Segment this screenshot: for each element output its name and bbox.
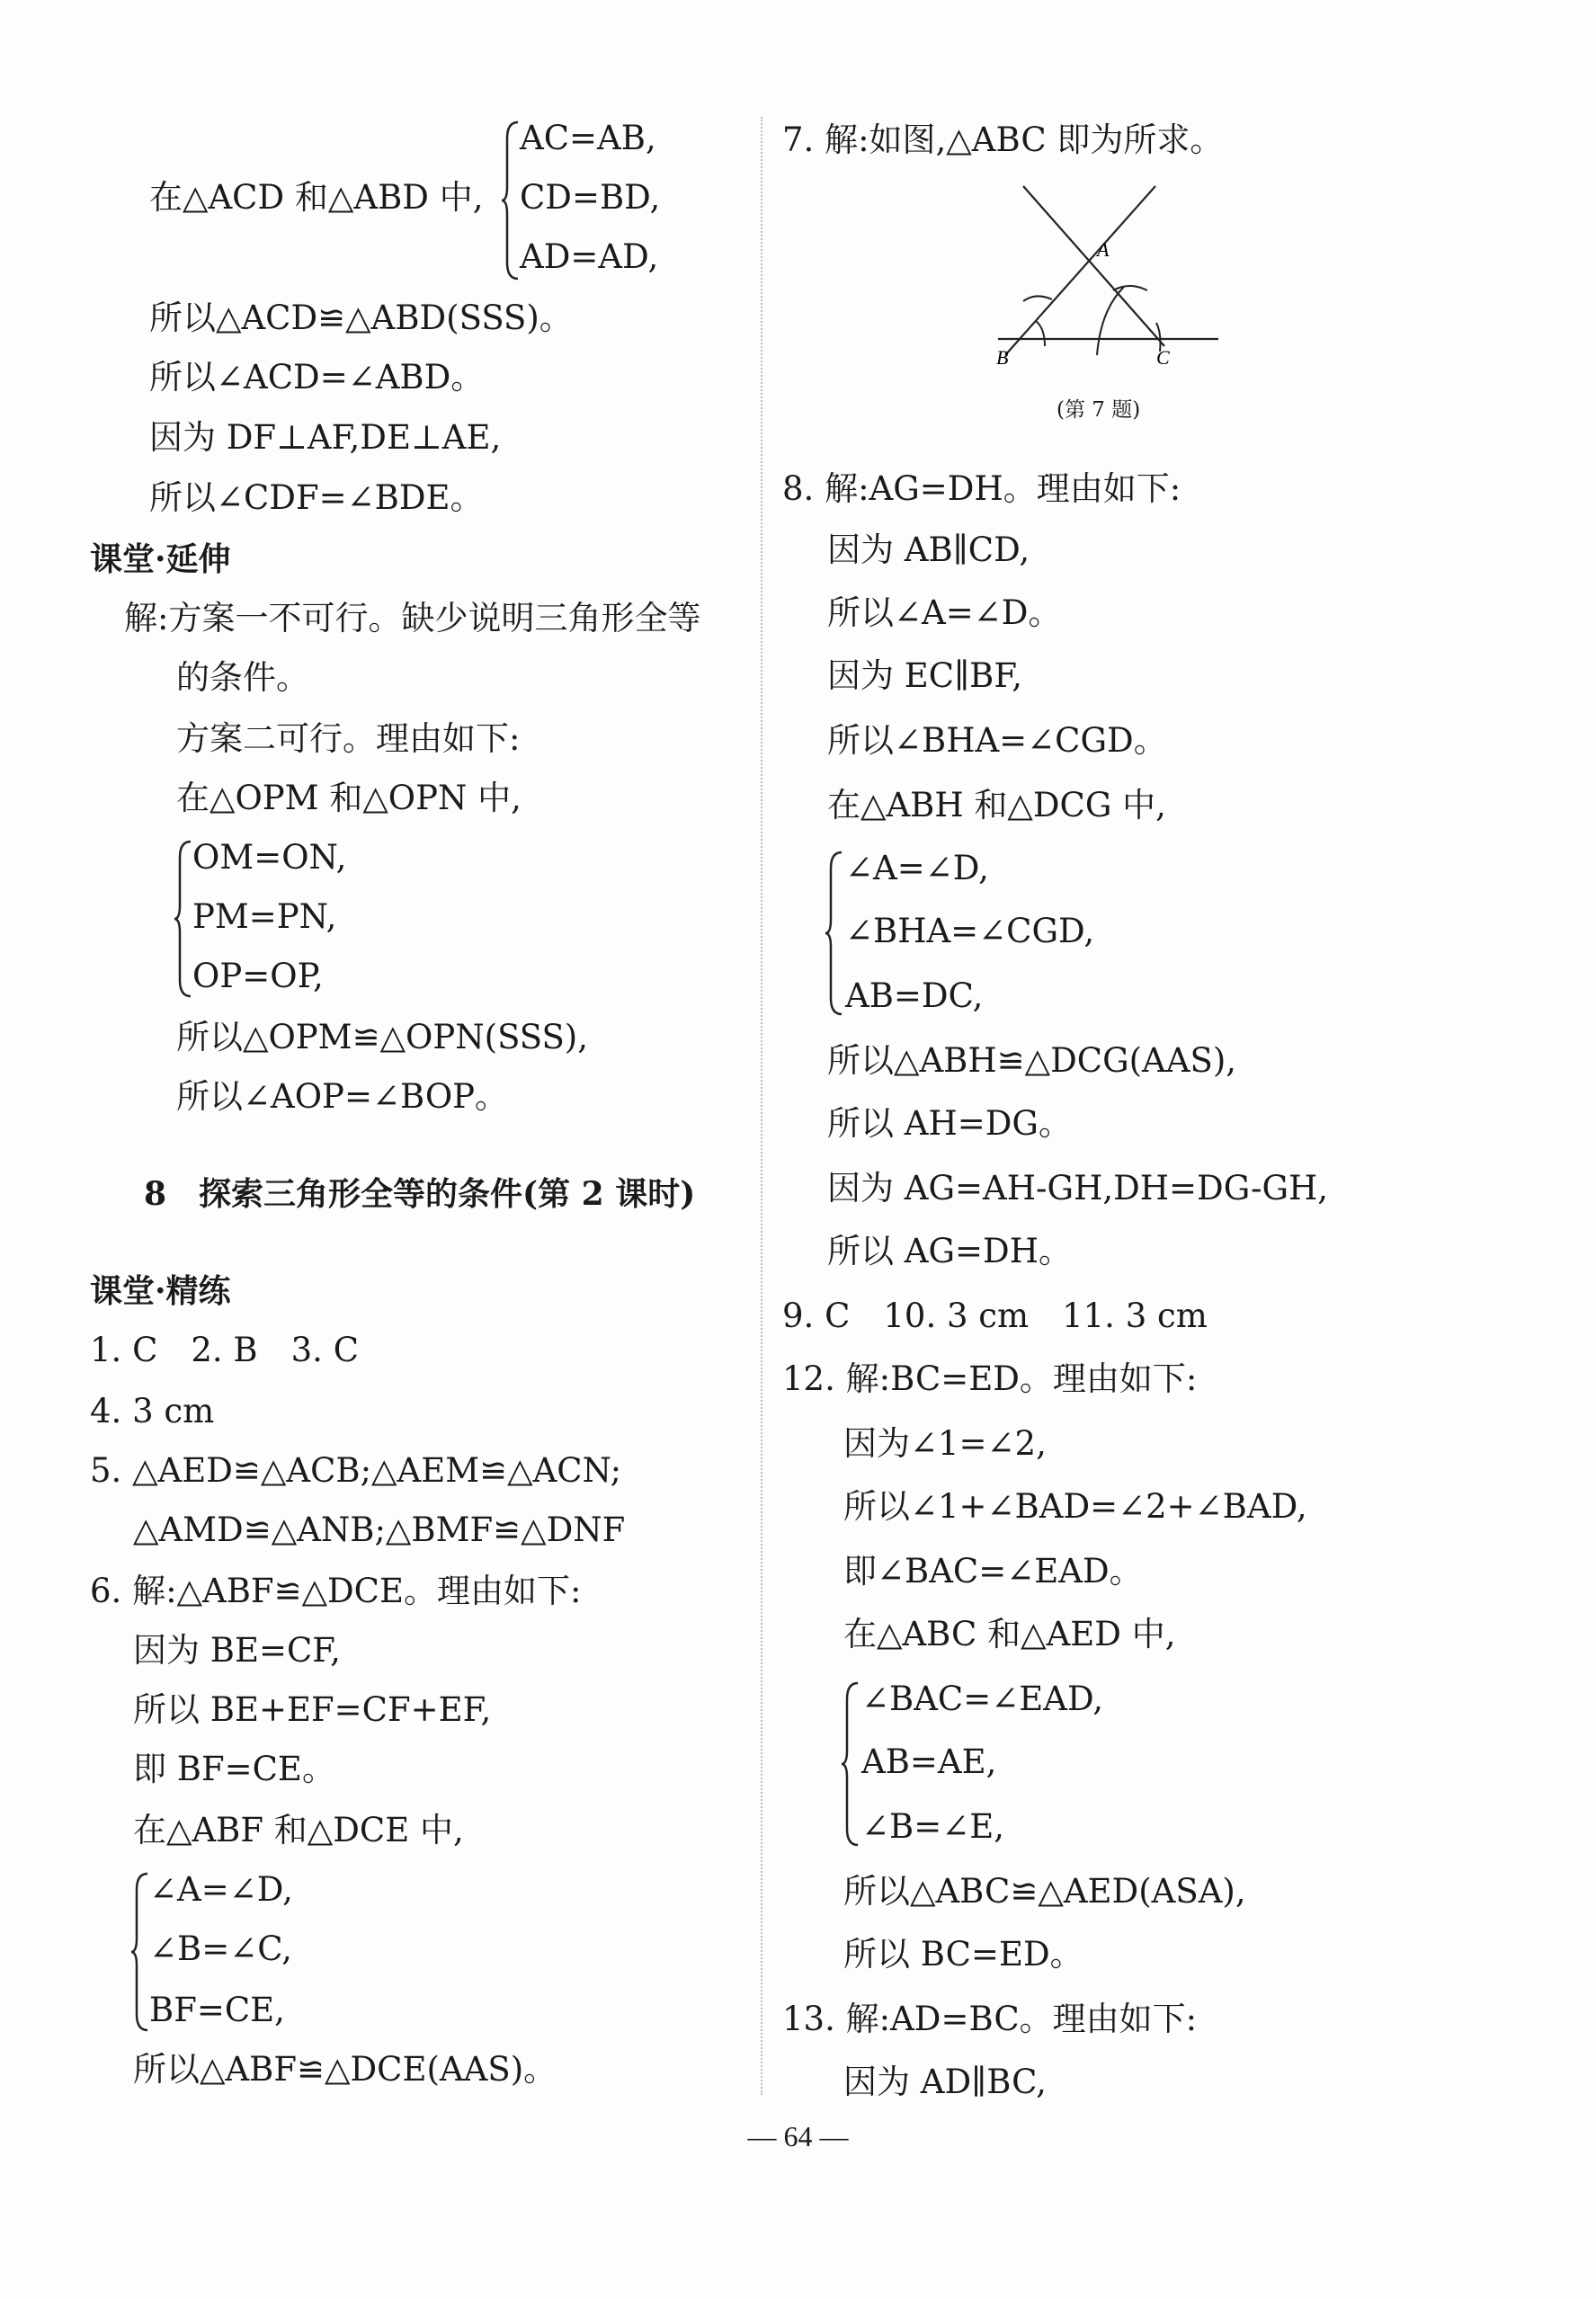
- left-line-6: 所以∠ACD=∠ABD。: [149, 358, 485, 397]
- answer-6-line-4: 即 BF=CE。: [133, 1750, 335, 1788]
- section-heading-practice: 课堂·精练: [90, 1272, 231, 1310]
- answer-8-line-4: 因为 EC∥BF,: [827, 656, 1023, 695]
- brace-system-3: [129, 1872, 151, 2032]
- answer-8-line-8: ∠BHA=∠CGD,: [845, 912, 1095, 950]
- left-line-17: 所以△OPM≌△OPN(SSS),: [176, 1018, 589, 1056]
- answer-12-line-7: AB=AE,: [861, 1742, 997, 1781]
- figure-caption: (第 7 题): [1057, 398, 1141, 422]
- left-line-15: PM=PN,: [192, 897, 337, 936]
- answer-8-line-13: 所以 AG=DH。: [827, 1232, 1072, 1270]
- left-line-18: 所以∠AOP=∠BOP。: [176, 1077, 509, 1116]
- lesson-title: 8 探索三角形全等的条件(第 2 课时): [144, 1175, 696, 1213]
- figure-label-a: A: [1097, 238, 1110, 261]
- left-line-16: OP=OP,: [192, 957, 324, 995]
- answer-9-11: 9. C 10. 3 cm 11. 3 cm: [782, 1297, 1208, 1335]
- answer-8-line-1: 8. 解:AG=DH。理由如下:: [782, 469, 1181, 508]
- brace-system-1: [500, 120, 522, 281]
- answer-12-line-2: 因为∠1=∠2,: [843, 1424, 1047, 1463]
- brace-system-5: [840, 1681, 861, 1847]
- answer-6-line-6: ∠A=∠D,: [149, 1870, 293, 1909]
- brace-system-2: [173, 840, 194, 998]
- answer-8-line-5: 所以∠BHA=∠CGD。: [827, 721, 1167, 760]
- left-line-4: AD=AD,: [520, 237, 659, 276]
- left-line-5: 所以△ACD≌△ABD(SSS)。: [149, 299, 573, 337]
- answer-8-line-9: AB=DC,: [845, 976, 984, 1015]
- answer-12-line-6: ∠BAC=∠EAD,: [861, 1680, 1104, 1718]
- left-line-12: 方案二可行。理由如下:: [176, 719, 521, 758]
- answer-13-line-2: 因为 AD∥BC,: [843, 2063, 1047, 2101]
- left-line-10: 解:方案一不可行。缺少说明三角形全等: [124, 599, 701, 637]
- answer-6-line-1: 6. 解:△ABF≌△DCE。理由如下:: [90, 1572, 582, 1610]
- left-line-7: 因为 DF⊥AF,DE⊥AE,: [149, 418, 502, 457]
- answer-12-line-9: 所以△ABC≌△AED(ASA),: [843, 1872, 1246, 1911]
- answer-6-line-5: 在△ABF 和△DCE 中,: [133, 1811, 464, 1849]
- answer-12-line-3: 所以∠1+∠BAD=∠2+∠BAD,: [843, 1487, 1307, 1526]
- answer-12-line-10: 所以 BC=ED。: [843, 1935, 1083, 1974]
- answer-4: 4. 3 cm: [90, 1392, 215, 1430]
- answer-6-line-7: ∠B=∠C,: [149, 1929, 292, 1968]
- answer-8-line-12: 因为 AG=AH-GH,DH=DG-GH,: [827, 1169, 1329, 1207]
- left-line-11: 的条件。: [176, 658, 309, 697]
- answer-13-line-1: 13. 解:AD=BC。理由如下:: [782, 2000, 1198, 2038]
- answer-8-line-11: 所以 AH=DG。: [827, 1104, 1072, 1143]
- answer-8-line-7: ∠A=∠D,: [845, 849, 989, 887]
- answer-6-line-9: 所以△ABF≌△DCE(AAS)。: [133, 2050, 557, 2089]
- answer-12-line-8: ∠B=∠E,: [861, 1807, 1004, 1846]
- figure-label-b: B: [996, 346, 1009, 369]
- answer-7: 7. 解:如图,△ABC 即为所求。: [782, 120, 1224, 159]
- answer-6-line-8: BF=CE,: [149, 1991, 285, 2029]
- figure-label-c: C: [1156, 346, 1170, 369]
- answer-8-line-6: 在△ABH 和△DCG 中,: [827, 786, 1166, 824]
- answer-12-line-1: 12. 解:BC=ED。理由如下:: [782, 1359, 1198, 1398]
- answer-8-line-10: 所以△ABH≌△DCG(AAS),: [827, 1041, 1237, 1080]
- triangle-construction-figure: [989, 175, 1232, 382]
- answer-5-line-2: △AMD≌△ANB;△BMF≌△DNF: [133, 1510, 626, 1549]
- left-line-14: OM=ON,: [192, 838, 347, 877]
- answer-6-line-2: 因为 BE=CF,: [133, 1631, 341, 1670]
- column-divider: [761, 117, 762, 2095]
- left-line-8: 所以∠CDF=∠BDE。: [149, 478, 484, 517]
- answer-1-3: 1. C 2. B 3. C: [90, 1331, 359, 1369]
- left-line-13: 在△OPM 和△OPN 中,: [176, 779, 522, 817]
- answer-6-line-3: 所以 BE+EF=CF+EF,: [133, 1690, 492, 1729]
- section-heading-extension: 课堂·延伸: [90, 540, 231, 578]
- answer-5-line-1: 5. △AED≌△ACB;△AEM≌△ACN;: [90, 1451, 622, 1490]
- left-line-1: AC=AB,: [520, 119, 656, 157]
- page-number: — 64 —: [747, 2120, 849, 2152]
- answer-8-line-3: 所以∠A=∠D。: [827, 593, 1062, 632]
- answer-12-line-5: 在△ABC 和△AED 中,: [843, 1615, 1176, 1653]
- answer-8-line-2: 因为 AB∥CD,: [827, 530, 1030, 569]
- brace-system-4: [824, 851, 845, 1016]
- left-line-3: CD=BD,: [520, 178, 661, 217]
- answer-12-line-4: 即∠BAC=∠EAD。: [843, 1552, 1143, 1591]
- left-line-2: 在△ACD 和△ABD 中,: [149, 178, 484, 217]
